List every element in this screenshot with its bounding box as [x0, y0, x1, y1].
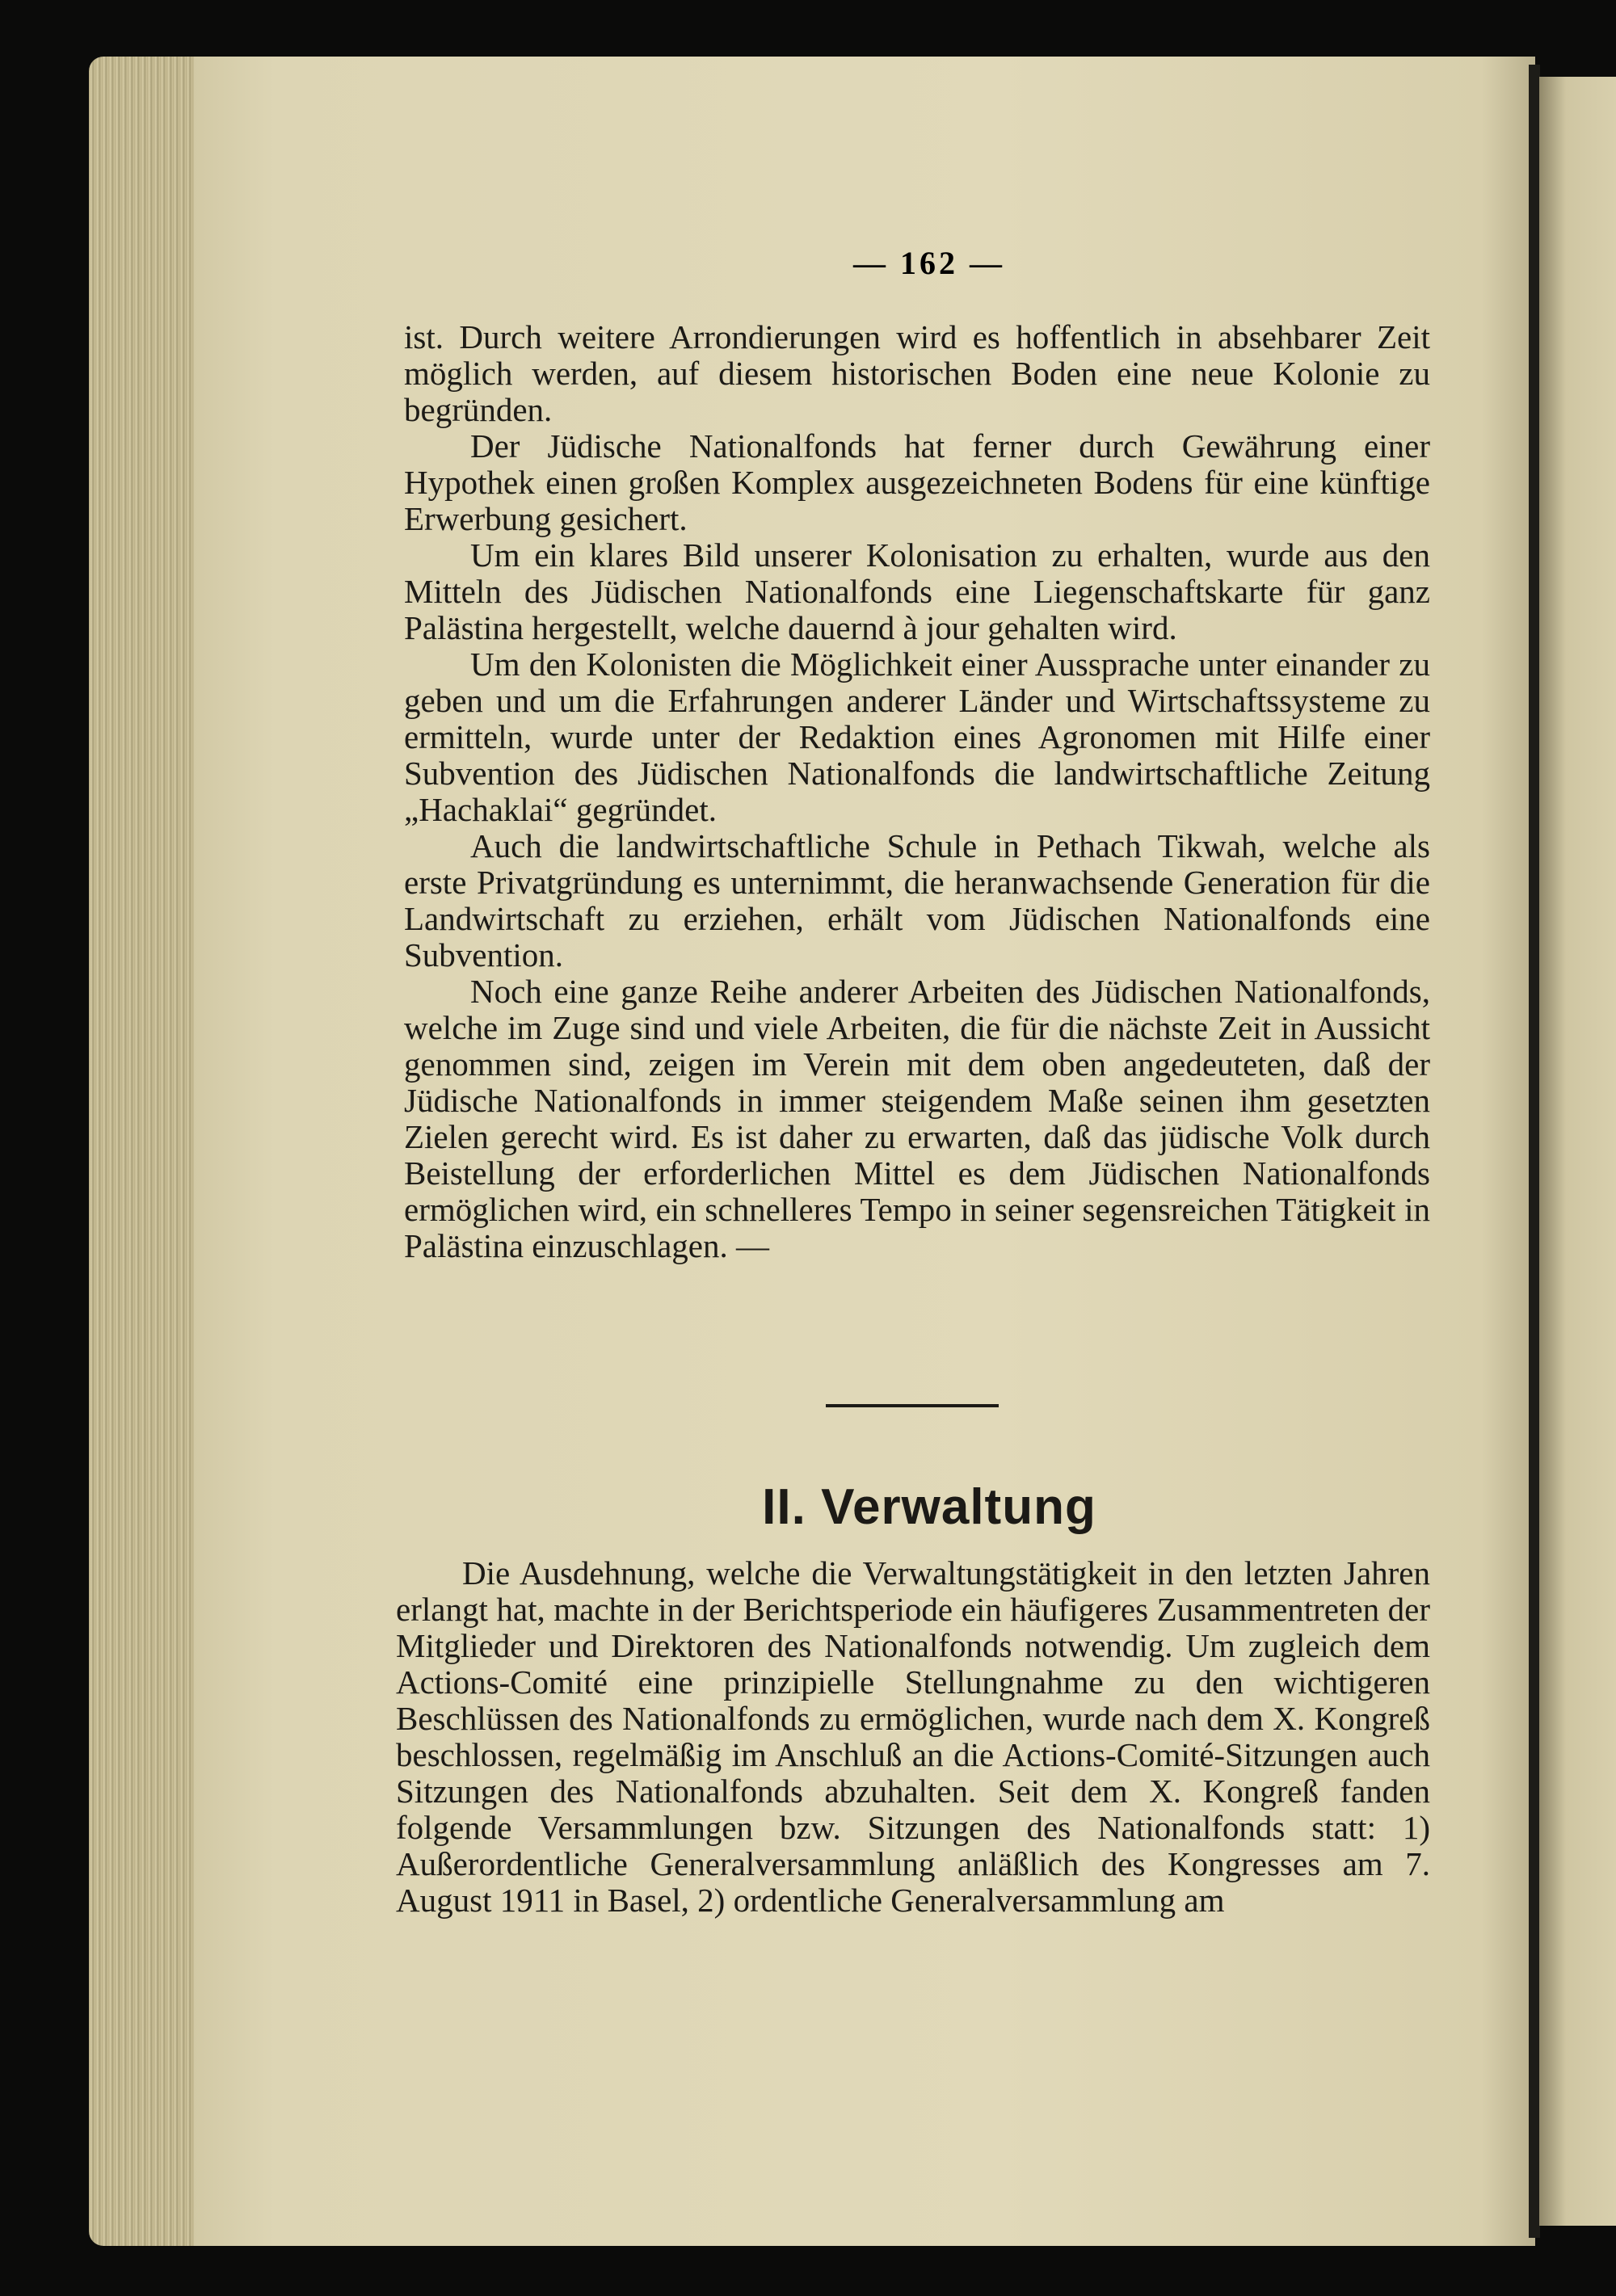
paragraph: Um ein klares Bild unserer Kolonisation zu erhalten, wurde aus den Mitteln des Jüdischen Nationalfonds eine Liegenschaftskarte für ganz Palästina hergestellt, welche dauernd à jour gehalten wird.	[404, 536, 1430, 646]
paragraph: Auch die landwirtschaftliche Schule in Pethach Tikwah, welche als erste Privatgründung es unternimmt, die heranwachsende Generation für die Landwirtschaft zu erziehen, erhält vom Jüdischen Nationalfonds eine Subvention.	[404, 827, 1430, 973]
paragraph: Die Ausdehnung, welche die Verwaltungstätigkeit in den letzten Jahren erlangt hat, machte in der Berichtsperiode ein häufigeres Zusammentreten der Mitglieder und Direktoren des Nationalfonds notwendig. Um zugleich dem Actions-Comité eine prinzipielle Stellungnahme zu den wichtigeren Beschlüssen des Nationalfonds zu ermöglichen, wurde nach dem X. Kongreß beschlossen, regelmäßig im Anschluß an die Actions-Comité-Sitzungen auch Sitzungen des Nationalfonds abzuhalten. Seit dem X. Kongreß fanden folgende Versammlungen bzw. Sitzungen des Nationalfonds statt: 1) Außerordentliche Generalversammlung anläßlich des Kongresses am 7. August 1911 in Basel, 2) ordentliche Generalversammlung am	[396, 1554, 1430, 1919]
paragraph: Der Jüdische Nationalfonds hat ferner durch Gewährung einer Hypothek einen großen Komplex ausgezeichneten Bodens für eine künftige Erwerbung gesichert.	[404, 427, 1430, 537]
body-text-bottom	[396, 1555, 1430, 1919]
body-text-top	[404, 319, 1430, 1264]
section-heading: II. Verwaltung	[762, 1479, 1096, 1535]
paragraph: ist. Durch weitere Arrondierungen wird es hoffentlich in absehbarer Zeit möglich werden, auf diesem historischen Boden eine neue Kolonie zu begründen.	[404, 318, 1430, 428]
paragraph: Um den Kolonisten die Möglichkeit einer Aussprache unter einander zu geben und um die Erfahrungen anderer Länder und Wirtschaftssysteme zu ermitteln, wurde unter der Redaktion eines Agronomen mit Hilfe einer Subvention des Jüdischen Nationalfonds die landwirtschaftliche Zeitung „Hachaklai“ gegründet.	[404, 645, 1430, 828]
page-number: — 162 —	[853, 245, 1005, 281]
section-divider	[826, 1404, 999, 1407]
facing-page-edge	[1539, 77, 1616, 2226]
page-edges	[89, 57, 202, 2246]
book-gutter	[1529, 65, 1540, 2238]
paragraph: Noch eine ganze Reihe anderer Arbeiten des Jüdischen Nationalfonds, welche im Zuge sind und viele Arbeiten, die für die nächste Zeit in Aussicht genommen sind, zeigen im Verein mit dem oben angedeuteten, daß der Jüdische Nationalfonds in immer steigendem Maße seinen ihm gesetzten Zielen gerecht wird. Es ist daher zu erwarten, daß das jüdische Volk durch Beistellung der erforderlichen Mittel es dem Jüdischen Nationalfonds ermöglichen wird, ein schnelleres Tempo in seiner segensreichen Tätigkeit in Palästina einzuschlagen. —	[404, 973, 1430, 1264]
